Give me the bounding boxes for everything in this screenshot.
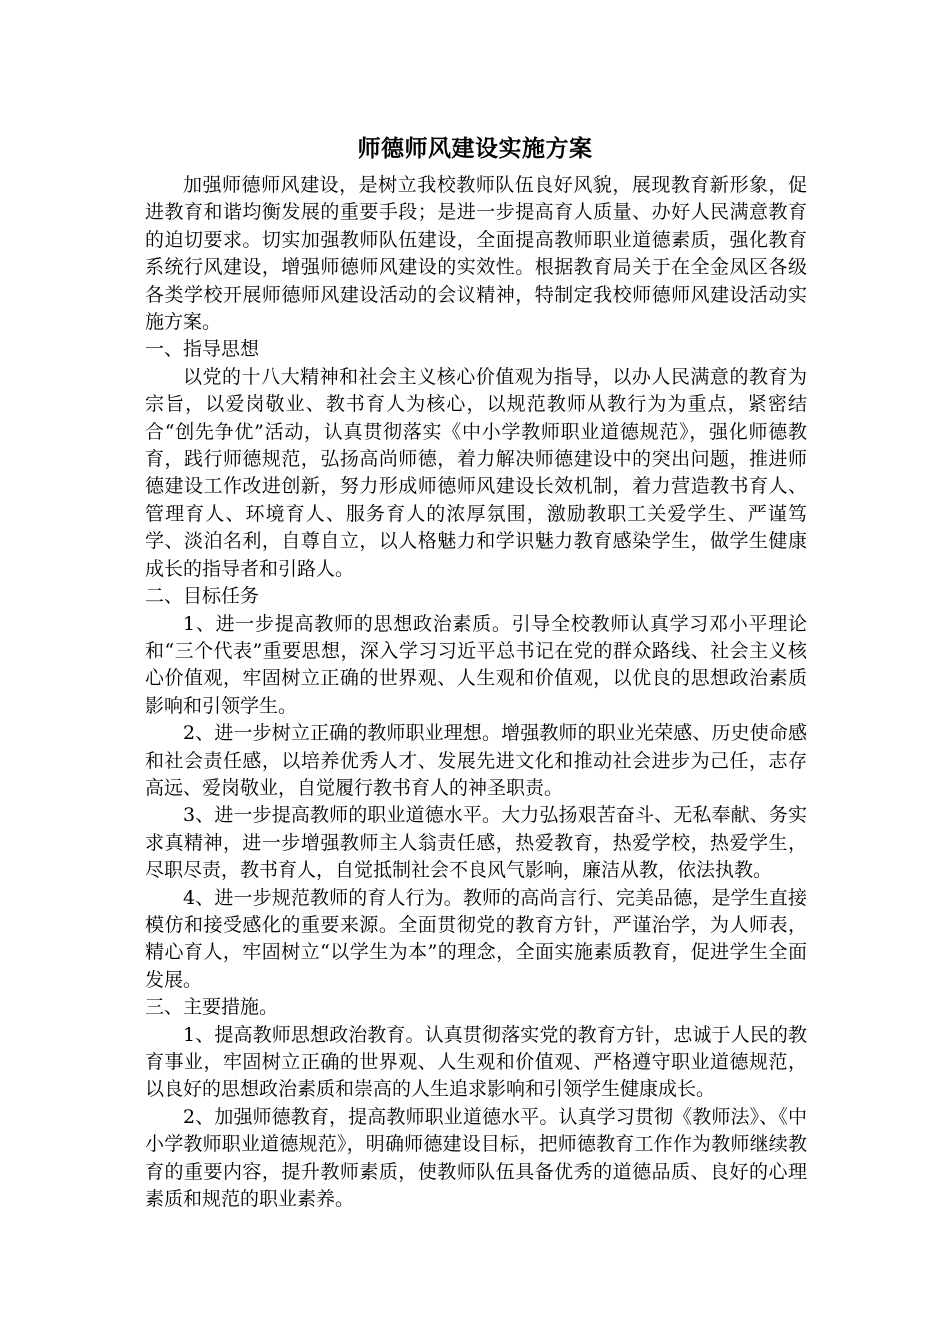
intro-paragraph: 加强师德师风建设，是树立我校教师队伍良好风貌，展现教育新形象，促进教育和谐均衡发展的重要手段；是进一步提高育人质量、办好人民满意教育的迫切要求。切实加强教师队伍建设，全面提高教师职业道德素质，强化教育系统行风建设，增强师德师风建设的实效性。根据教育局关于在全金凤区各级各类学校开展师德师风建设活动的会议精神，特制定我校师德师风建设活动实施方案。: [145, 174, 807, 334]
goal-item-4: 4、进一步规范教师的育人行为。教师的高尚言行、完美品德，是学生直接模仿和接受感化的重要来源。全面贯彻党的教育方针，严谨治学，为人师表，精心育人，牢固树立“以学生为本”的理念，全面实施素质教育，促进学生全面发展。: [145, 886, 807, 991]
document-title: 师德师风建设实施方案: [357, 135, 593, 162]
guiding-ideology-paragraph: 以党的十八大精神和社会主义核心价值观为指导，以办人民满意的教育为宗旨，以爱岗敬业、教书育人为核心，以规范教师从教行为为重点，紧密结合“创先争优”活动，认真贯彻落实《中小学教师职业道德规范》，强化师德教育，践行师德规范，弘扬高尚师德，着力解决师德建设中的突出问题，推进师德建设工作改进创新，努力形成师德师风建设长效机制，着力营造教书育人、管理育人、环境育人、服务育人的浓厚氛围，激励教职工关爱学生、严谨笃学、淡泊名利，自尊自立，以人格魅力和学识魅力教育感染学生，做学生健康成长的指导者和引路人。: [145, 365, 807, 580]
document-body: [145, 172, 807, 1213]
measure-item-1: 1、提高教师思想政治教育。认真贯彻落实党的教育方针，忠诚于人民的教育事业，牢固树立正确的世界观、人生观和价值观、严格遵守职业道德规范，以良好的思想政治素质和崇高的人生追求影响和引领学生健康成长。: [145, 1023, 807, 1101]
section-heading-measures: 三、主要措施。: [145, 996, 279, 1019]
measure-item-2: 2、加强师德教育，提高教师职业道德水平。认真学习贯彻《教师法》、《中小学教师职业道德规范》，明确师德建设目标，把师德教育工作作为教师继续教育的重要内容，提升教师素质，使教师队伍具备优秀的道德品质、良好的心理素质和规范的职业素养。: [145, 1105, 807, 1211]
section-heading-guiding-ideology: 一、指导思想: [145, 338, 260, 361]
section-heading-goals: 二、目标任务: [145, 585, 260, 608]
goal-item-3: 3、进一步提高教师的职业道德水平。大力弘扬艰苦奋斗、无私奉献、务实求真精神，进一步增强教师主人翁责任感，热爱教育，热爱学校，热爱学生，尽职尽责，教书育人，自觉抵制社会不良风气影响，廉洁从教，依法执教。: [145, 804, 807, 882]
goal-item-2: 2、进一步树立正确的教师职业理想。增强教师的职业光荣感、历史使命感和社会责任感，以培养优秀人才、发展先进文化和推动社会进步为己任，志存高远、爱岗敬业，自觉履行教书育人的神圣职责。: [145, 722, 807, 799]
goal-item-1: 1、进一步提高教师的思想政治素质。引导全校教师认真学习邓小平理论和“三个代表”重要思想，深入学习习近平总书记在党的群众路线、社会主义核心价值观，牢固树立正确的世界观、人生观和价值观，以优良的思想政治素质影响和引领学生。: [145, 612, 807, 717]
